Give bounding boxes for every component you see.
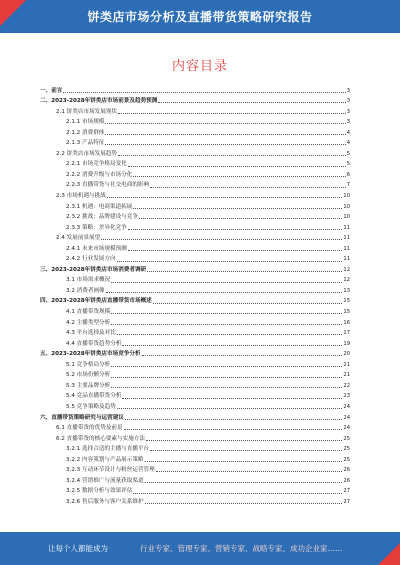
toc-leader-dots [122,398,342,399]
toc-entry-label: 三、2023-2028年饼类店市场消费者调研 [40,266,147,273]
toc-leader-dots [146,440,342,441]
toc-entry-label: 5.1 竞争格局分析 [66,361,111,368]
toc-entry[interactable] [40,379,350,390]
toc-leader-dots [145,461,343,462]
toc-entry[interactable] [40,369,350,380]
toc-entry-page: 15 [343,298,350,305]
toc-entry-label: 四、2023-2028年饼类店直播带货市场概述 [40,298,152,305]
toc-entry-label: 六、直播带货策略研究与运营建议 [40,414,124,421]
toc-entry[interactable] [40,474,350,485]
toc-leader-dots [117,261,343,262]
toc-entry[interactable] [40,105,350,116]
toc-entry-page: 11 [343,235,350,242]
toc-entry-page: 10 [343,214,350,221]
toc-entry[interactable] [40,263,350,274]
toc-entry[interactable] [40,221,350,232]
toc-leader-dots [139,218,342,219]
toc-entry-page: 17 [343,330,350,337]
toc-entry-page: 11 [343,245,350,252]
toc-entry-page: 5 [346,150,350,157]
toc-entry-page: 11 [343,224,350,231]
toc-leader-dots [156,471,343,472]
toc-entry-label: 6.2 直播带货的核心要素与实施方法 [56,435,145,442]
toc-entry-page: 3 [346,119,350,126]
toc-entry[interactable] [40,316,350,327]
toc-entry-label: 2.3 市场机遇与挑战 [56,193,106,200]
toc-entry-page: 7 [346,182,350,189]
toc-leader-dots [150,187,346,188]
toc-leader-dots [111,324,342,325]
toc-entry-label: 5.4 竞品直播带货分析 [66,393,122,400]
toc-entry-page: 10 [343,193,350,200]
toc-entry-label: 3.2 消费者画像 [66,287,105,294]
toc-entry-label: 2.4 发展前景展望 [56,235,101,242]
toc-entry-label: 3.2.2 内容策划与产品展示策略 [66,456,144,463]
toc-leader-dots [142,355,343,356]
toc-entry-page: 24 [343,425,350,432]
toc-entry-label: 4.2 主播类型分析 [66,319,111,326]
toc-leader-dots [147,271,342,272]
toc-leader-dots [125,419,342,420]
toc-entry-label: 二、2023-2028年饼类店市场前景及趋势预测 [40,98,158,105]
toc-entry-label: 2.3.2 挑战：品牌建设与竞争 [66,214,138,221]
toc-entry-label: 6.1 直播带货的优势及前景 [56,425,123,432]
toc-entry-page: 22 [343,382,350,389]
toc-entry[interactable] [40,295,350,306]
toc-entry-label: 3.2.1 选择合适的主播与直播平台 [66,446,150,453]
toc-entry-label: 2.4.2 行业发展方向 [66,256,116,263]
toc-entry-page: 26 [343,467,350,474]
toc-leader-dots [118,155,346,156]
toc-entry-page: 25 [343,446,350,453]
footer-slogan: 让每个人都能成为 [48,544,108,553]
toc-leader-dots [128,229,343,230]
toc-leader-dots [101,239,342,240]
toc-entry-label: 3.1 市场需求概况 [66,277,111,284]
toc-entry[interactable] [40,400,350,411]
toc-entry[interactable] [40,189,350,200]
toc-leader-dots [63,92,345,93]
toc-entry[interactable] [40,358,350,369]
toc-entry[interactable] [40,495,350,506]
toc-entry[interactable] [40,443,350,454]
toc-entry[interactable] [40,305,350,316]
toc-entry-label: 4.1 直播带货规模 [66,309,111,316]
toc-entry[interactable] [40,253,350,264]
toc-entry-label: 2.1 饼类店市场发展现状 [56,108,118,115]
toc-entry[interactable] [40,158,350,169]
toc-leader-dots [128,250,343,251]
toc-leader-dots [106,292,343,293]
toc-leader-dots [133,493,342,494]
toc-entry[interactable] [40,232,350,243]
toc-entry[interactable] [40,137,350,148]
toc-entry[interactable] [40,348,350,359]
toc-entry[interactable] [40,95,350,106]
toc-entry-label: 4.3 平台选择及对比 [66,330,116,337]
toc-entry[interactable] [40,168,350,179]
toc-entry[interactable] [40,453,350,464]
toc-entry-label: 2.2 饼类店市场发展趋势 [56,150,118,157]
toc-entry-page: 27 [343,488,350,495]
toc-title: 内容目录 [171,59,228,74]
toc-leader-dots [117,334,343,335]
toc-entry-page: 25 [343,435,350,442]
toc-entry-page: 21 [343,361,350,368]
toc-entry-page: 24 [343,403,350,410]
toc-leader-dots [158,102,345,103]
toc-entry-page: 21 [343,372,350,379]
toc-entry[interactable] [40,211,350,222]
toc-entry-page: 27 [343,498,350,505]
toc-entry-label: 2.1.3 产品特征 [66,140,105,147]
toc-leader-dots [145,482,343,483]
toc-entry[interactable] [40,464,350,475]
toc-entry-label: 5.3 主要品牌分析 [66,382,111,389]
toc-entry-label: 5.5 竞争策略及趋势 [66,403,116,410]
report-title: 饼类店市场分析及直播带货策略研究报告 [87,10,313,24]
footer-roles: 行业专家、管理专家、营销专家、战略专家、成功企业家…… [140,544,343,553]
toc-entry-label: 3.2.4 营销推广与流量获取渠道 [66,477,144,484]
toc-entry-page: 3 [346,87,350,94]
toc-entry-label: 2.2.3 直播带货与社交电商的影响 [66,182,150,189]
toc-entry-page: 13 [343,287,350,294]
toc-entry-page: 15 [343,309,350,316]
toc-leader-dots [111,313,342,314]
toc-entry[interactable] [40,200,350,211]
toc-entry-page: 19 [343,340,350,347]
toc-leader-dots [111,282,342,283]
toc-entry-label: 2.2.2 消费升级与市场分化 [66,171,133,178]
toc-entry-label: 一、前言 [40,87,63,94]
toc-leader-dots [105,144,345,145]
toc-entry-page: 6 [346,171,350,178]
toc-entry-label: 4.4 直播带货趋势分析 [66,340,122,347]
toc-entry[interactable] [40,337,350,348]
toc-entry-page: 12 [343,266,350,273]
toc-entry[interactable] [40,284,350,295]
toc-entry-page: 23 [343,393,350,400]
toc-entry-label: 3.2.6 售后服务与客户关系维护 [66,498,144,505]
toc-leader-dots [107,197,343,198]
toc-entry-page: 3 [346,98,350,105]
toc-entry[interactable] [40,126,350,137]
toc-entry[interactable] [40,116,350,127]
toc-leader-dots [153,303,343,304]
toc-entry[interactable] [40,422,350,433]
toc-entry-label: 2.3.1 机遇：电商渠道拓展 [66,203,133,210]
footer-corner-accent [378,543,400,565]
toc-leader-dots [111,377,342,378]
toc-leader-dots [111,387,342,388]
toc-entry-label: 2.1.1 市场规模 [66,119,105,126]
toc-leader-dots [128,166,346,167]
toc-leader-dots [105,123,345,124]
report-header [0,0,400,33]
toc-entry-page: 10 [343,203,350,210]
toc-entry[interactable] [40,411,350,422]
toc-entry[interactable] [40,274,350,285]
toc-entry[interactable] [40,485,350,496]
toc-entry[interactable] [40,242,350,253]
toc-entry-label: 2.4.1 未来市场规模预测 [66,245,127,252]
table-of-contents [40,84,350,506]
toc-leader-dots [124,429,343,430]
toc-entry[interactable] [40,432,350,443]
toc-entry-page: 26 [343,477,350,484]
toc-entry-page: 12 [343,277,350,284]
toc-leader-dots [122,345,342,346]
toc-entry[interactable] [40,179,350,190]
toc-entry-label: 五、2023-2028年饼类店市场竞争分析 [40,351,141,358]
toc-entry-label: 3.2.3 互动环节设计与粉丝运营管理 [66,467,155,474]
toc-entry-page: 25 [343,456,350,463]
toc-entry-label: 5.2 市场份额分析 [66,372,111,379]
toc-entry-page: 4 [346,129,350,136]
toc-leader-dots [145,503,343,504]
toc-entry-page: 20 [343,351,350,358]
toc-leader-dots [133,176,345,177]
toc-entry[interactable] [40,147,350,158]
toc-entry-page: 4 [346,140,350,147]
report-footer [0,532,400,565]
toc-entry-page: 11 [343,256,350,263]
toc-entry-page: 16 [343,319,350,326]
toc-entry[interactable] [40,84,350,95]
toc-entry-page: 24 [343,414,350,421]
toc-entry-label: 2.2.1 市场竞争格局变化 [66,161,127,168]
toc-entry-label: 2.1.2 消费群体 [66,129,105,136]
toc-leader-dots [133,208,342,209]
toc-leader-dots [117,408,343,409]
toc-entry-page: 3 [346,108,350,115]
toc-entry-page: 5 [346,161,350,168]
toc-leader-dots [105,134,345,135]
toc-entry-label: 2.3.3 策略：差异化竞争 [66,224,127,231]
toc-leader-dots [111,366,342,367]
toc-leader-dots [150,450,342,451]
toc-entry[interactable] [40,390,350,401]
toc-leader-dots [118,113,346,114]
header-corner-accent [0,0,26,26]
toc-entry[interactable] [40,327,350,338]
toc-entry-label: 3.2.5 数据分析与效果评估 [66,488,133,495]
